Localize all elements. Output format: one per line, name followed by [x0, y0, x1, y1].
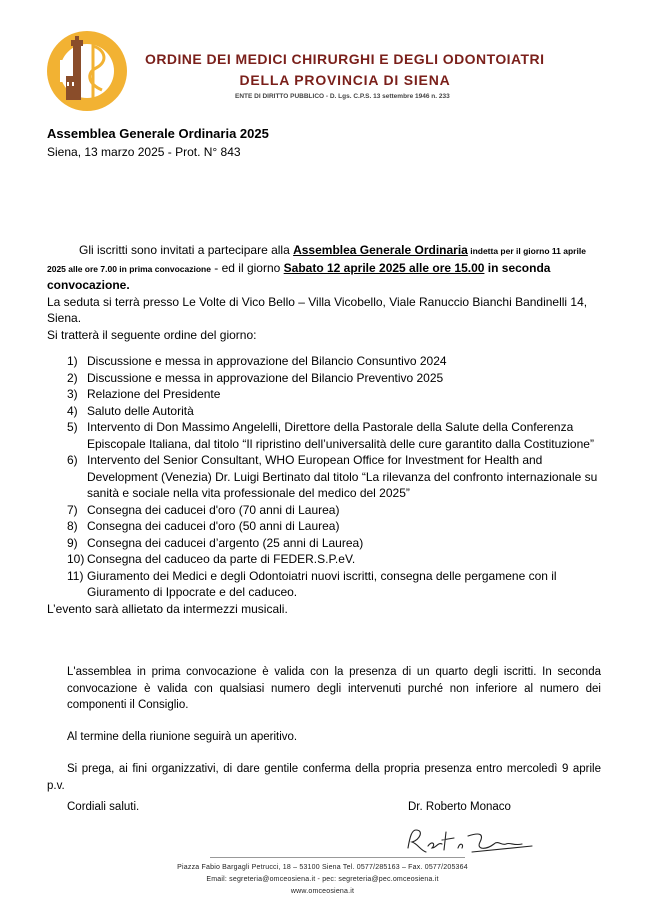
org-name-line1: ORDINE DEI MEDICI CHIRURGHI E DEGLI ODONTOIATRI — [145, 51, 545, 67]
intro-text-start: Gli iscritti sono invitati a partecipare alla — [79, 243, 294, 257]
agenda-item-number: 10) — [67, 552, 85, 566]
agenda-item — [47, 518, 607, 535]
agenda-item-text: Relazione del Presidente — [87, 387, 221, 401]
document-title: Assemblea Generale Ordinaria 2025 — [47, 126, 269, 141]
agenda-item-number: 9) — [67, 535, 78, 550]
rsvp-text: Si prega, ai fini organizzativi, di dare gentile conferma della propria presenza entro mercoledì 9 aprile p.v. — [47, 763, 601, 792]
agenda-item-number: 5) — [67, 420, 78, 434]
document-body — [47, 242, 607, 617]
agenda-item-number: 11) — [67, 568, 84, 583]
agenda-item-text: Consegna del caduceo da parte di FEDER.S.P.eV. — [87, 552, 356, 566]
agenda-item-text: Consegna dei caducei d'oro (70 anni di Laurea) — [87, 502, 340, 517]
agenda-item-number: 6) — [67, 453, 78, 467]
agenda-item-number: 7) — [67, 502, 78, 517]
intro-text-mid: - ed il giorno — [210, 260, 284, 275]
agenda-item-text: Discussione e messa in approvazione del Bilancio Consuntivo 2024 — [87, 354, 447, 368]
agenda-intro: Si tratterà il seguente ordine del giorno: — [47, 327, 257, 342]
intro-paragraph — [47, 242, 607, 294]
agenda-item — [47, 568, 607, 601]
agenda-item — [47, 370, 607, 387]
footer-address: Piazza Fabio Bargagli Petrucci, 18 – 53100 Siena Tel. 0577/285163 – Fax. 0577/205364 — [177, 864, 468, 871]
agenda-item — [47, 419, 607, 452]
second-convocation-date: Sabato 12 aprile 2025 alle ore 15.00 — [283, 260, 485, 275]
agenda-item — [47, 551, 607, 568]
validity-text: L'assemblea in prima convocazione è valida con la presenza di un quarto degli iscritti. In seconda convocazione è valida con qualsiasi numero degli intervenuti purché non inferiore al numero dei componenti il Consiglio. — [67, 666, 601, 711]
agenda-item-text: Intervento del Senior Consultant, WHO European Office for Investment for Health and Development (Venezia) Dr. Luigi Bertinato dal titolo “La rilevanza del confronto internazionale su sanità e sociale nella vita professionale del medico del 2025” — [87, 453, 598, 500]
agenda-item — [47, 502, 607, 519]
agenda-item-text: Giuramento dei Medici e degli Odontoiatri nuovi iscritti, consegna delle pergamene con il Giuramento di Ippocrate e del caduceo. — [87, 568, 557, 599]
aperitif-paragraph — [67, 729, 601, 746]
order-logo-icon — [46, 30, 128, 112]
footer-divider — [210, 857, 465, 858]
agenda-item-text: Intervento di Don Massimo Angelelli, Direttore della Pastorale della Salute della Conferenza Episcopale Italiana, dal titolo “Il ripristino dell’universalità delle cure garantito dalla Costituzione” — [87, 420, 594, 451]
agenda-item-number: 4) — [67, 403, 78, 418]
intro-text-end: in seconda convocazione. — [47, 260, 551, 292]
org-legal-note: ENTE DI DIRITTO PUBBLICO - D. Lgs. C.P.S. 13 settembre 1946 n. 233 — [235, 93, 450, 100]
agenda-item-text: Consegna dei caducei d’argento (25 anni di Laurea) — [87, 535, 364, 550]
music-note: L’evento sarà allietato da intermezzi musicali. — [47, 601, 288, 616]
agenda-item-number: 2) — [67, 370, 78, 385]
footer-website: www.omceosiena.it — [290, 888, 355, 895]
assembly-name: Assemblea Generale Ordinaria — [293, 243, 468, 257]
first-convocation: indetta per il giorno 11 aprile 2025 alle ore 7.00 in prima convocazione — [47, 246, 586, 274]
agenda-item-text: Discussione e messa in approvazione del Bilancio Preventivo 2025 — [87, 370, 444, 385]
agenda-item — [47, 535, 607, 552]
agenda-item — [47, 353, 607, 370]
aperitif-text: Al termine della riunione seguirà un aperitivo. — [67, 731, 298, 743]
footer-email: Email: segreteria@omceosiena.it - pec: segreteria@pec.omceosiena.it — [206, 876, 439, 883]
agenda-item-number: 1) — [67, 354, 78, 368]
agenda-item-text: Consegna dei caducei d'oro (50 anni di Laurea) — [87, 519, 340, 533]
greeting: Cordiali saluti. — [67, 801, 140, 813]
agenda-item — [47, 452, 607, 502]
org-name-line2: DELLA PROVINCIA DI SIENA — [239, 72, 451, 88]
rsvp-paragraph — [47, 761, 601, 794]
handwritten-signature — [402, 822, 537, 858]
agenda-item — [47, 403, 607, 420]
document-date-protocol: Siena, 13 marzo 2025 - Prot. N° 843 — [47, 145, 241, 159]
agenda-item-number: 8) — [67, 519, 78, 533]
agenda-item-number: 3) — [67, 387, 78, 401]
agenda-item — [47, 386, 607, 403]
signer-name: Dr. Roberto Monaco — [408, 801, 511, 813]
venue-paragraph: La seduta si terrà presso Le Volte di Vico Bello – Villa Vicobello, Viale Ranuccio Bianchi Bandinelli 14, Siena. — [47, 294, 588, 325]
agenda-item-text: Saluto delle Autorità — [87, 403, 194, 418]
validity-paragraph — [67, 664, 601, 714]
agenda-list — [47, 353, 607, 601]
